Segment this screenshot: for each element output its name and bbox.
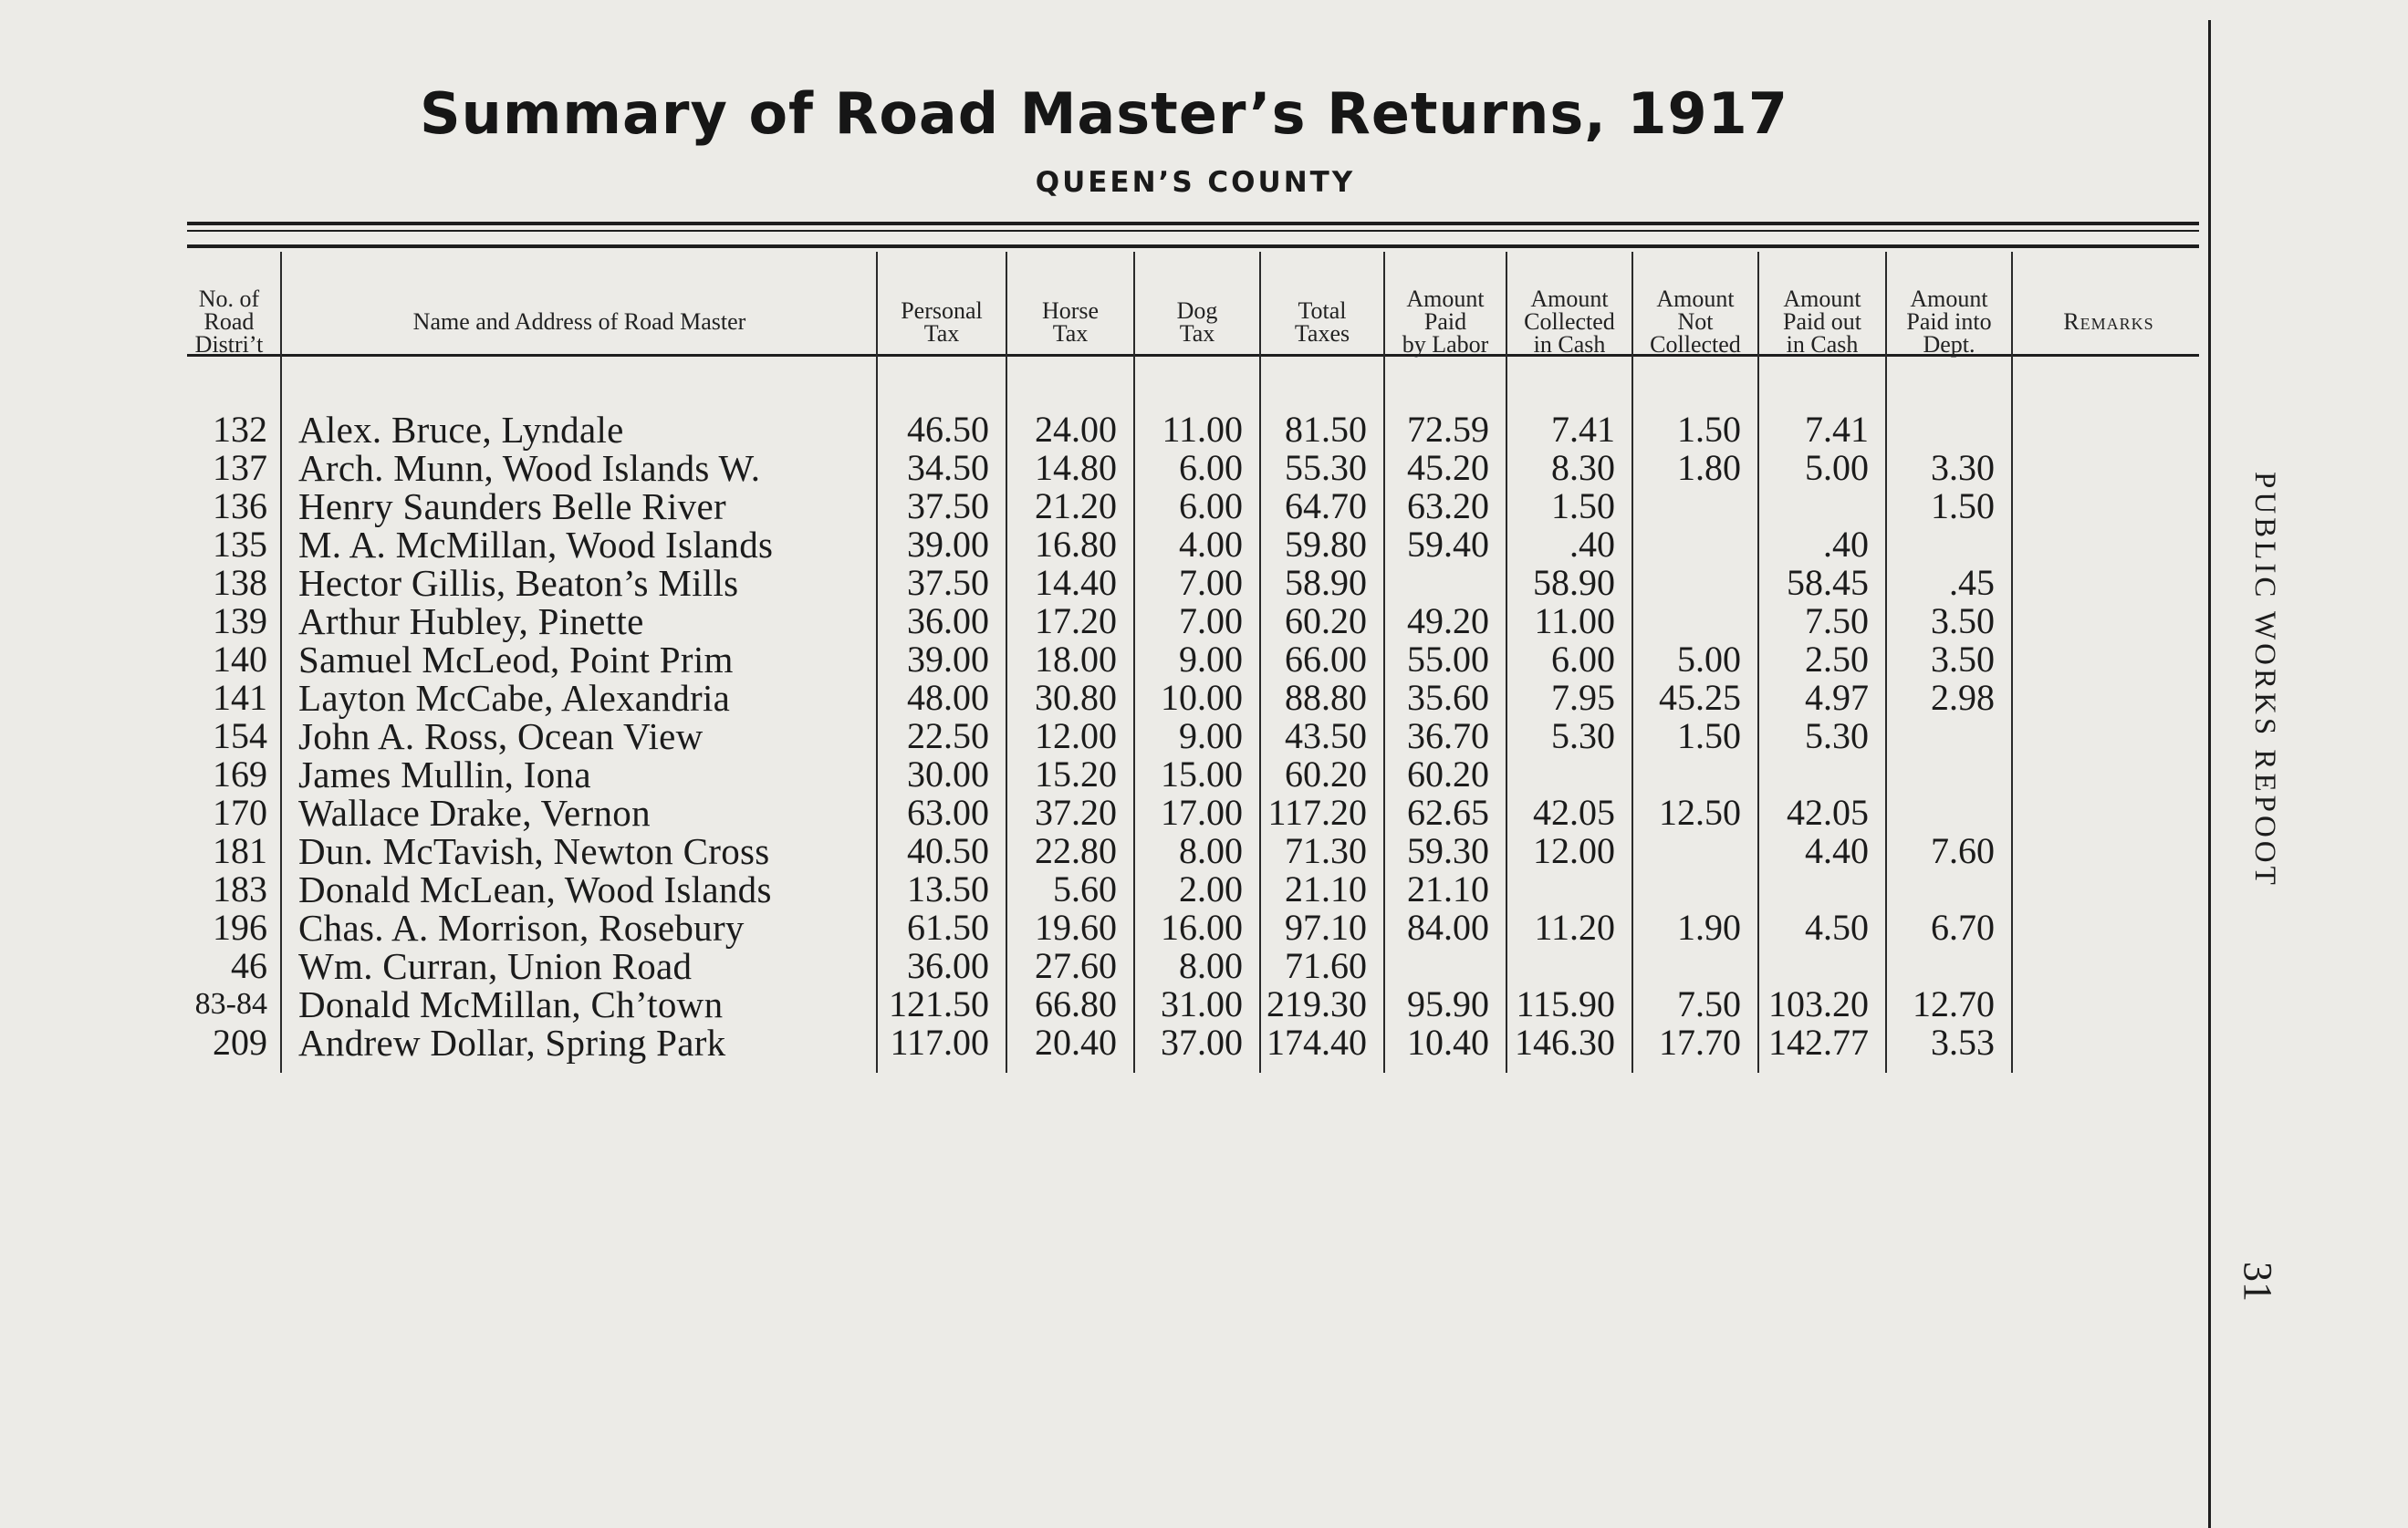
cell-paid-out-in-cash: .40	[1823, 524, 1869, 565]
cell-not-collected: 5.00	[1677, 639, 1741, 680]
cell-personal-tax: 117.00	[890, 1022, 989, 1063]
cell-district: 139	[213, 600, 267, 641]
cell-paid-into-dept: 1.50	[1931, 485, 1995, 526]
cell-personal-tax: 46.50	[907, 409, 989, 450]
cell-total-taxes: 97.10	[1285, 907, 1367, 948]
cell-collected-in-cash: 42.05	[1533, 792, 1615, 833]
cell-personal-tax: 30.00	[907, 754, 989, 795]
cell-dog-tax: 4.00	[1179, 524, 1243, 565]
cell-collected-in-cash: 115.90	[1516, 983, 1615, 1024]
header-horse-tax: Horse Tax	[1041, 296, 1100, 347]
cell-total-taxes: 64.70	[1285, 485, 1367, 526]
cell-district: 83-84	[194, 987, 267, 1021]
cell-district: 140	[213, 639, 267, 680]
cell-horse-tax: 14.80	[1035, 447, 1117, 488]
cell-collected-in-cash: .40	[1569, 524, 1615, 565]
cell-name: Dun. McTavish, Newton Cross	[298, 830, 770, 872]
header-collected-in-cash: Amount Collected in Cash	[1524, 286, 1615, 358]
cell-horse-tax: 22.80	[1035, 830, 1117, 871]
cell-total-taxes: 174.40	[1267, 1022, 1367, 1063]
cell-collected-in-cash: 1.50	[1551, 485, 1615, 526]
cell-not-collected: 1.50	[1677, 715, 1741, 756]
cell-not-collected: 1.50	[1677, 409, 1741, 450]
cell-not-collected: 45.25	[1659, 677, 1741, 718]
cell-paid-out-in-cash: 2.50	[1805, 639, 1869, 680]
cell-paid-by-labor: 45.20	[1407, 447, 1489, 488]
cell-paid-into-dept: 3.53	[1931, 1022, 1995, 1063]
cell-name: John A. Ross, Ocean View	[298, 715, 704, 757]
table-row	[0, 794, 2408, 832]
table-row	[0, 1024, 2408, 1062]
cell-district: 136	[213, 485, 267, 526]
cell-paid-out-in-cash: 142.77	[1768, 1022, 1869, 1063]
cell-dog-tax: 7.00	[1179, 562, 1243, 603]
cell-district: 170	[213, 792, 267, 833]
cell-paid-into-dept: 2.98	[1931, 677, 1995, 718]
cell-dog-tax: 15.00	[1161, 754, 1243, 795]
cell-district: 46	[231, 945, 267, 986]
table-row	[0, 985, 2408, 1024]
cell-dog-tax: 10.00	[1161, 677, 1243, 718]
cell-horse-tax: 21.20	[1035, 485, 1117, 526]
cell-dog-tax: 11.00	[1162, 409, 1243, 450]
table-row	[0, 870, 2408, 909]
cell-horse-tax: 24.00	[1035, 409, 1117, 450]
cell-dog-tax: 8.00	[1179, 945, 1243, 986]
cell-collected-in-cash: 58.90	[1533, 562, 1615, 603]
cell-paid-out-in-cash: 5.00	[1805, 447, 1869, 488]
cell-paid-out-in-cash: 58.45	[1787, 562, 1869, 603]
cell-dog-tax: 37.00	[1161, 1022, 1243, 1063]
cell-paid-into-dept: 6.70	[1931, 907, 1995, 948]
cell-horse-tax: 27.60	[1035, 945, 1117, 986]
cell-dog-tax: 8.00	[1179, 830, 1243, 871]
cell-personal-tax: 34.50	[907, 447, 989, 488]
cell-name: Alex. Bruce, Lyndale	[298, 409, 624, 451]
cell-district: 183	[213, 868, 267, 910]
table-row	[0, 564, 2408, 602]
cell-paid-into-dept: 12.70	[1913, 983, 1995, 1024]
header-not-collected: Amount Not Collected	[1650, 286, 1741, 358]
table-row	[0, 487, 2408, 525]
cell-personal-tax: 39.00	[907, 524, 989, 565]
cell-collected-in-cash: 7.41	[1551, 409, 1615, 450]
cell-district: 196	[213, 907, 267, 948]
cell-district: 169	[213, 754, 267, 795]
cell-name: James Mullin, Iona	[298, 754, 591, 795]
cell-district: 141	[213, 677, 267, 718]
cell-paid-out-in-cash: 42.05	[1787, 792, 1869, 833]
cell-paid-into-dept: 3.50	[1931, 600, 1995, 641]
cell-total-taxes: 88.80	[1285, 677, 1367, 718]
page-number: 31	[2236, 1262, 2280, 1302]
cell-personal-tax: 63.00	[907, 792, 989, 833]
cell-horse-tax: 18.00	[1035, 639, 1117, 680]
header-paid-out-in-cash: Amount Paid out in Cash	[1783, 286, 1861, 358]
cell-name: Layton McCabe, Alexandria	[298, 677, 731, 719]
cell-paid-out-in-cash: 7.41	[1805, 409, 1869, 450]
header-personal-tax: Personal Tax	[901, 296, 983, 347]
cell-horse-tax: 12.00	[1035, 715, 1117, 756]
cell-total-taxes: 60.20	[1285, 600, 1367, 641]
cell-paid-by-labor: 36.70	[1407, 715, 1489, 756]
cell-collected-in-cash: 5.30	[1551, 715, 1615, 756]
table-top-rule-thin	[187, 230, 2199, 232]
cell-district: 132	[213, 409, 267, 450]
cell-total-taxes: 21.10	[1285, 868, 1367, 910]
cell-horse-tax: 19.60	[1035, 907, 1117, 948]
header-dog-tax: Dog Tax	[1176, 296, 1218, 347]
cell-dog-tax: 17.00	[1161, 792, 1243, 833]
cell-paid-by-labor: 95.90	[1407, 983, 1489, 1024]
cell-paid-into-dept: 7.60	[1931, 830, 1995, 871]
cell-personal-tax: 36.00	[907, 600, 989, 641]
cell-paid-out-in-cash: 103.20	[1768, 983, 1869, 1024]
header-district: No. of Road Distri’t	[194, 286, 264, 358]
cell-name: Wallace Drake, Vernon	[298, 792, 651, 834]
cell-name: Andrew Dollar, Spring Park	[298, 1022, 726, 1064]
cell-horse-tax: 15.20	[1035, 754, 1117, 795]
cell-collected-in-cash: 6.00	[1551, 639, 1615, 680]
cell-dog-tax: 2.00	[1179, 868, 1243, 910]
cell-personal-tax: 121.50	[889, 983, 989, 1024]
header-paid-by-labor: Amount Paid by Labor	[1402, 286, 1489, 358]
cell-personal-tax: 36.00	[907, 945, 989, 986]
table-row	[0, 602, 2408, 640]
cell-total-taxes: 117.20	[1267, 792, 1367, 833]
cell-not-collected: 12.50	[1659, 792, 1741, 833]
cell-not-collected: 1.90	[1677, 907, 1741, 948]
cell-total-taxes: 43.50	[1285, 715, 1367, 756]
cell-paid-by-labor: 49.20	[1407, 600, 1489, 641]
cell-horse-tax: 66.80	[1035, 983, 1117, 1024]
cell-district: 154	[213, 715, 267, 756]
header-paid-into-dept: Amount Paid into Dept.	[1906, 286, 1992, 358]
cell-dog-tax: 9.00	[1179, 715, 1243, 756]
table-row	[0, 832, 2408, 870]
cell-personal-tax: 22.50	[907, 715, 989, 756]
cell-paid-by-labor: 55.00	[1407, 639, 1489, 680]
table-row	[0, 679, 2408, 717]
cell-total-taxes: 71.60	[1285, 945, 1367, 986]
cell-personal-tax: 61.50	[907, 907, 989, 948]
table-row	[0, 755, 2408, 794]
cell-total-taxes: 66.00	[1285, 639, 1367, 680]
page-title: Summary of Road Master’s Returns, 1917	[420, 80, 1788, 147]
cell-district: 181	[213, 830, 267, 871]
cell-name: Hector Gillis, Beaton’s Mills	[298, 562, 739, 604]
cell-district: 137	[213, 447, 267, 488]
cell-total-taxes: 55.30	[1285, 447, 1367, 488]
cell-paid-into-dept: .45	[1949, 562, 1995, 603]
cell-horse-tax: 17.20	[1035, 600, 1117, 641]
table-row	[0, 640, 2408, 679]
cell-name: Donald McMillan, Ch’town	[298, 983, 724, 1025]
header-remarks: Remarks	[2063, 308, 2154, 335]
cell-dog-tax: 31.00	[1161, 983, 1243, 1024]
cell-paid-by-labor: 59.40	[1407, 524, 1489, 565]
cell-total-taxes: 71.30	[1285, 830, 1367, 871]
cell-personal-tax: 40.50	[907, 830, 989, 871]
cell-name: Wm. Curran, Union Road	[298, 945, 693, 987]
cell-paid-into-dept: 3.50	[1931, 639, 1995, 680]
table-top-rule	[187, 222, 2199, 225]
cell-not-collected: 17.70	[1659, 1022, 1741, 1063]
cell-not-collected: 7.50	[1677, 983, 1741, 1024]
cell-horse-tax: 5.60	[1053, 868, 1117, 910]
cell-collected-in-cash: 11.00	[1534, 600, 1615, 641]
cell-paid-by-labor: 84.00	[1407, 907, 1489, 948]
cell-personal-tax: 13.50	[907, 868, 989, 910]
cell-collected-in-cash: 7.95	[1551, 677, 1615, 718]
cell-paid-by-labor: 21.10	[1407, 868, 1489, 910]
table-row	[0, 717, 2408, 755]
cell-paid-by-labor: 35.60	[1407, 677, 1489, 718]
running-header-side: PUBLIC WORKS REPOOT	[2248, 471, 2281, 889]
table-row	[0, 909, 2408, 947]
cell-horse-tax: 37.20	[1035, 792, 1117, 833]
table-header-rule	[187, 244, 2199, 248]
cell-paid-out-in-cash: 5.30	[1805, 715, 1869, 756]
cell-horse-tax: 14.40	[1035, 562, 1117, 603]
cell-name: Arthur Hubley, Pinette	[298, 600, 644, 642]
cell-personal-tax: 39.00	[907, 639, 989, 680]
cell-collected-in-cash: 146.30	[1515, 1022, 1615, 1063]
cell-total-taxes: 219.30	[1267, 983, 1367, 1024]
cell-total-taxes: 60.20	[1285, 754, 1367, 795]
cell-paid-out-in-cash: 4.97	[1805, 677, 1869, 718]
cell-personal-tax: 37.50	[907, 562, 989, 603]
cell-dog-tax: 16.00	[1161, 907, 1243, 948]
cell-personal-tax: 37.50	[907, 485, 989, 526]
cell-name: Henry Saunders Belle River	[298, 485, 726, 527]
cell-dog-tax: 9.00	[1179, 639, 1243, 680]
cell-personal-tax: 48.00	[907, 677, 989, 718]
header-name: Name and Address of Road Master	[412, 308, 746, 335]
table-row	[0, 947, 2408, 985]
cell-paid-by-labor: 62.65	[1407, 792, 1489, 833]
cell-name: Donald McLean, Wood Islands	[298, 868, 772, 910]
cell-dog-tax: 6.00	[1179, 485, 1243, 526]
cell-paid-out-in-cash: 4.50	[1805, 907, 1869, 948]
table-row	[0, 411, 2408, 449]
cell-horse-tax: 20.40	[1035, 1022, 1117, 1063]
cell-name: Chas. A. Morrison, Rosebury	[298, 907, 745, 949]
cell-dog-tax: 7.00	[1179, 600, 1243, 641]
cell-horse-tax: 16.80	[1035, 524, 1117, 565]
cell-paid-out-in-cash: 4.40	[1805, 830, 1869, 871]
cell-horse-tax: 30.80	[1035, 677, 1117, 718]
cell-district: 135	[213, 524, 267, 565]
cell-collected-in-cash: 8.30	[1551, 447, 1615, 488]
cell-paid-out-in-cash: 7.50	[1805, 600, 1869, 641]
cell-paid-by-labor: 59.30	[1407, 830, 1489, 871]
cell-name: Arch. Munn, Wood Islands W.	[298, 447, 761, 489]
cell-paid-by-labor: 63.20	[1407, 485, 1489, 526]
cell-paid-by-labor: 10.40	[1407, 1022, 1489, 1063]
cell-district: 138	[213, 562, 267, 603]
cell-total-taxes: 81.50	[1285, 409, 1367, 450]
cell-paid-by-labor: 72.59	[1407, 409, 1489, 450]
table-row	[0, 449, 2408, 487]
table-row	[0, 525, 2408, 564]
cell-name: M. A. McMillan, Wood Islands	[298, 524, 774, 566]
cell-collected-in-cash: 12.00	[1533, 830, 1615, 871]
cell-district: 209	[213, 1022, 267, 1063]
cell-total-taxes: 58.90	[1285, 562, 1367, 603]
cell-total-taxes: 59.80	[1285, 524, 1367, 565]
cell-paid-by-labor: 60.20	[1407, 754, 1489, 795]
cell-not-collected: 1.80	[1677, 447, 1741, 488]
cell-paid-into-dept: 3.30	[1931, 447, 1995, 488]
cell-dog-tax: 6.00	[1179, 447, 1243, 488]
cell-collected-in-cash: 11.20	[1534, 907, 1615, 948]
cell-name: Samuel McLeod, Point Prim	[298, 639, 734, 681]
page-subtitle: QUEEN’S COUNTY	[1035, 166, 1356, 199]
header-total-taxes: Total Taxes	[1294, 296, 1350, 347]
